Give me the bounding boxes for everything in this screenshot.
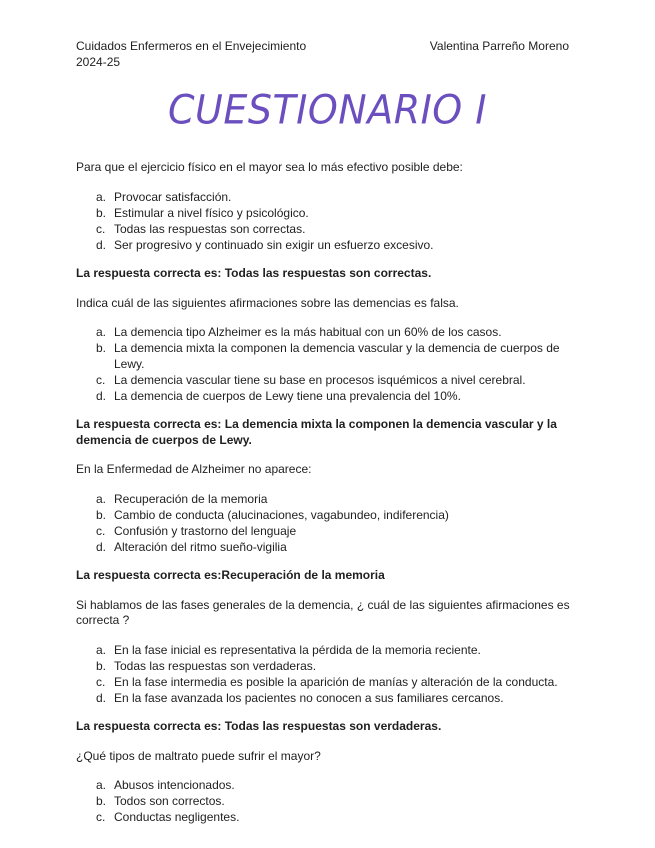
option-item	[76, 508, 576, 524]
options-list	[76, 643, 576, 707]
option-text: En la fase inicial es representativa la pérdida de la memoria reciente.	[114, 642, 481, 657]
option-letter: c.	[96, 221, 106, 236]
option-letter: c.	[96, 523, 106, 538]
question-prompt: En la Enfermedad de Alzheimer no aparece:	[76, 462, 312, 476]
option-item	[76, 524, 576, 540]
option-item	[76, 341, 576, 372]
option-item	[76, 691, 576, 707]
option-item	[76, 675, 576, 691]
option-letter: b.	[96, 205, 107, 220]
option-text: En la fase avanzada los pacientes no conocen a sus familiares cercanos.	[114, 690, 504, 705]
question-block	[76, 160, 576, 282]
option-text: Estimular a nivel físico y psicológico.	[114, 205, 309, 220]
option-letter: a.	[96, 642, 107, 657]
question-block	[76, 598, 576, 735]
options-list	[76, 492, 576, 556]
option-item	[76, 325, 576, 341]
option-item	[76, 206, 576, 222]
option-text: La demencia vascular tiene su base en procesos isquémicos a nivel cerebral.	[114, 372, 526, 387]
option-letter: d.	[96, 237, 107, 252]
option-letter: d.	[96, 690, 107, 705]
question-prompt: Para que el ejercicio físico en el mayor sea lo más efectivo posible debe:	[76, 160, 463, 174]
question-block	[76, 749, 576, 826]
option-item	[76, 222, 576, 238]
correct-answer: La respuesta correcta es:Recuperación de la memoria	[76, 568, 385, 582]
option-text: Confusión y trastorno del lenguaje	[114, 523, 297, 538]
option-letter: d.	[96, 388, 107, 403]
option-letter: a.	[96, 778, 107, 792]
course-name: Cuidados Enfermeros en el Envejecimiento	[76, 39, 307, 53]
question-prompt: Indica cuál de las siguientes afirmaciones sobre las demencias es falsa.	[76, 295, 459, 310]
header-left	[76, 38, 306, 70]
options-list	[76, 190, 576, 254]
option-text: Todas las respuestas son correctas.	[114, 221, 306, 236]
option-letter: a.	[96, 491, 107, 506]
option-text: Ser progresivo y continuado sin exigir un esfuerzo excesivo.	[114, 237, 434, 252]
option-letter: b.	[96, 794, 107, 808]
option-text: Todas las respuestas son verdaderas.	[114, 658, 317, 673]
option-item	[76, 794, 576, 810]
question-block	[76, 462, 576, 584]
option-item	[76, 373, 576, 389]
correct-answer: La respuesta correcta es: Todas las respuestas son verdaderas.	[76, 719, 442, 733]
correct-answer: La respuesta correcta es: La demencia mixta la componen la demencia vascular y la demencia de cuerpos de Lewy.	[76, 417, 557, 447]
option-text: Recuperación de la memoria	[114, 491, 268, 506]
question-block	[76, 296, 576, 449]
option-text: Cambio de conducta (alucinaciones, vagabundeo, indiferencia)	[114, 507, 449, 522]
option-text: Conductas negligentes.	[114, 810, 240, 824]
option-text: La demencia de cuerpos de Lewy tiene una prevalencia del 10%.	[114, 388, 461, 403]
option-letter: b.	[96, 658, 107, 673]
questionnaire	[76, 160, 576, 839]
option-letter: c.	[96, 810, 106, 824]
option-item	[76, 238, 576, 254]
author-name: Valentina Parreño Moreno	[429, 39, 569, 53]
option-text: La demencia tipo Alzheimer es la más habitual con un 60% de los casos.	[114, 325, 502, 339]
page-title: CUESTIONARIO I	[167, 86, 488, 134]
option-text: Todos son correctos.	[114, 794, 225, 808]
option-letter: a.	[96, 189, 107, 204]
correct-answer: La respuesta correcta es: Todas las respuestas son correctas.	[76, 266, 432, 280]
options-list	[76, 778, 576, 826]
option-letter: a.	[96, 325, 107, 339]
option-letter: d.	[96, 539, 107, 554]
option-item	[76, 492, 576, 508]
option-letter: c.	[96, 674, 106, 689]
question-prompt: ¿Qué tipos de maltrato puede sufrir el mayor?	[76, 748, 321, 763]
question-prompt: Si hablamos de las fases generales de la demencia, ¿ cuál de las siguientes afirmaciones es correcta ?	[76, 597, 570, 627]
option-item	[76, 778, 576, 794]
option-item	[76, 190, 576, 206]
option-text: Provocar satisfacción.	[114, 189, 232, 204]
options-list	[76, 325, 576, 404]
option-item	[76, 810, 576, 826]
option-text: Alteración del ritmo sueño-vigilia	[114, 539, 287, 554]
option-item	[76, 389, 576, 405]
option-text: Abusos intencionados.	[114, 778, 235, 792]
option-letter: c.	[96, 372, 106, 387]
option-item	[76, 540, 576, 556]
option-item	[76, 643, 576, 659]
option-letter: b.	[96, 507, 107, 522]
option-item	[76, 659, 576, 675]
option-text: En la fase intermedia es posible la aparición de manías y alteración de la conducta.	[114, 674, 558, 689]
course-year: 2024-25	[76, 55, 121, 69]
option-letter: b.	[96, 341, 107, 355]
option-text: La demencia mixta la componen la demencia vascular y la demencia de cuerpos de Lewy.	[114, 341, 560, 371]
